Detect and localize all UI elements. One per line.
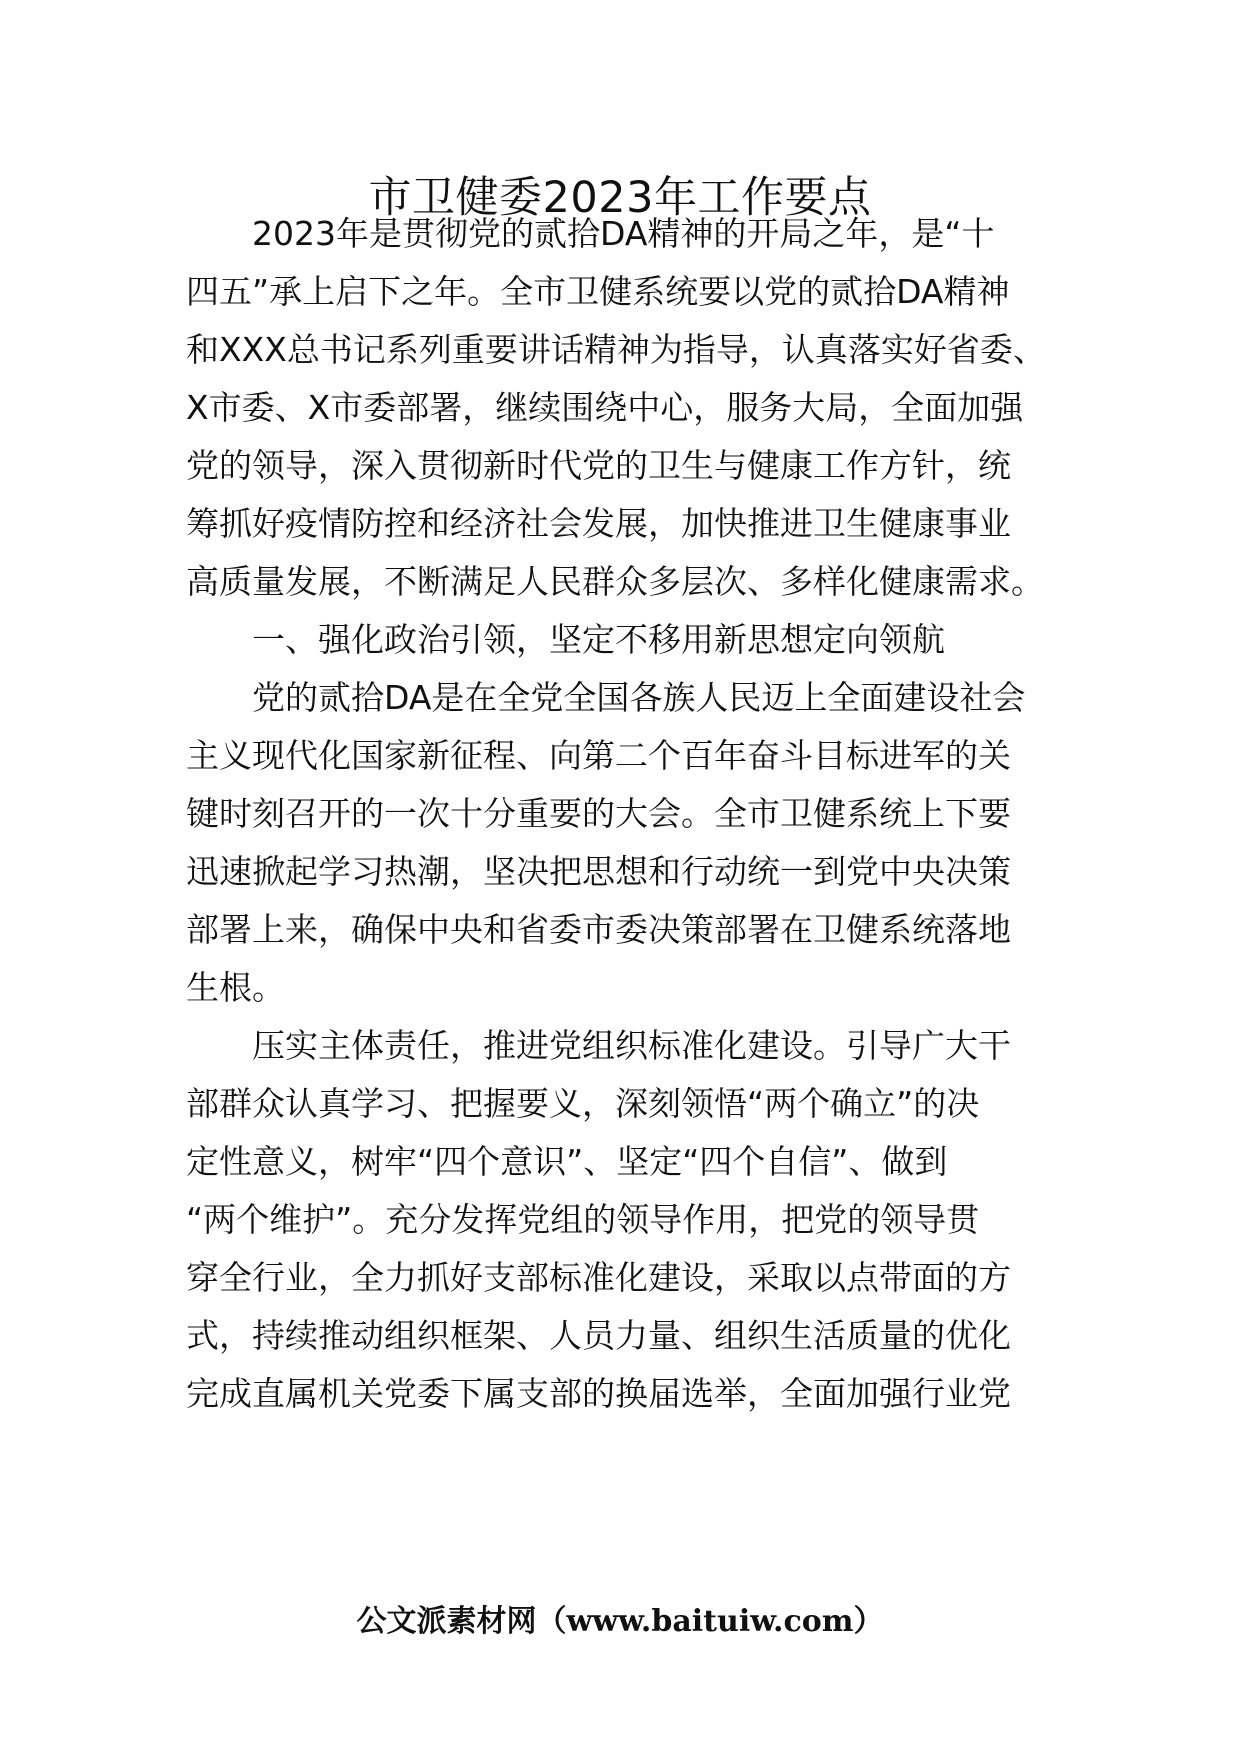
body-line-20: 式，持续推动组织框架、人员力量、组织生活质量的优化 [186,1316,1011,1355]
body-line-14: 生根。 [186,968,285,1007]
body-line-13: 部署上来，确保中央和省委市委决策部署在卫健系统落地 [186,910,1011,949]
body-line-5: 党的领导，深入贯彻新时代党的卫生与健康工作方针，统 [186,446,1011,485]
body-line-3: 和XXX总书记系列重要讲话精神为指导，认真落实好省委、 [186,330,1046,369]
body-line-4: X市委、X市委部署，继续围绕中心，服务大局，全面加强 [186,388,1024,427]
body-line-17: 定性意义，树牢“四个意识”、坚定“四个自信”、做到 [186,1142,948,1181]
document-title: 市卫健委2023年工作要点 [368,173,872,223]
body-line-16: 部群众认真学习、把握要义，深刻领悟“两个确立”的决 [186,1084,980,1123]
footer-source: 公文派素材网（www.baituiw.com） [356,1604,884,1639]
body-line-1: 2023年是贯彻党的贰拾DA精神的开局之年，是“十 [186,214,995,253]
body-line-21: 完成直属机关党委下属支部的换届选举，全面加强行业党 [186,1374,1011,1413]
section-heading-1: 一、强化政治引领，坚定不移用新思想定向领航 [186,620,945,659]
body-line-11: 键时刻召开的一次十分重要的大会。全市卫健系统上下要 [186,794,1011,833]
body-line-19: 穿全行业，全力抓好支部标准化建设，采取以点带面的方 [186,1258,1011,1297]
body-line-12: 迅速掀起学习热潮，坚决把思想和行动统一到党中央决策 [186,852,1011,891]
body-line-6: 筹抓好疫情防控和经济社会发展，加快推进卫生健康事业 [186,504,1011,543]
body-line-7: 高质量发展，不断满足人民群众多层次、多样化健康需求。 [186,562,1044,601]
body-line-15: 压实主体责任，推进党组织标准化建设。引导广大干 [186,1026,1011,1065]
body-line-9: 党的贰拾DA是在全党全国各族人民迈上全面建设社会 [186,678,1026,717]
body-line-10: 主义现代化国家新征程、向第二个百年奋斗目标进军的关 [186,736,1011,775]
body-line-18: “两个维护”。充分发挥党组的领导作用，把党的领导贯 [186,1200,980,1239]
body-line-2: 四五”承上启下之年。全市卫健系统要以党的贰拾DA精神 [186,272,1010,311]
